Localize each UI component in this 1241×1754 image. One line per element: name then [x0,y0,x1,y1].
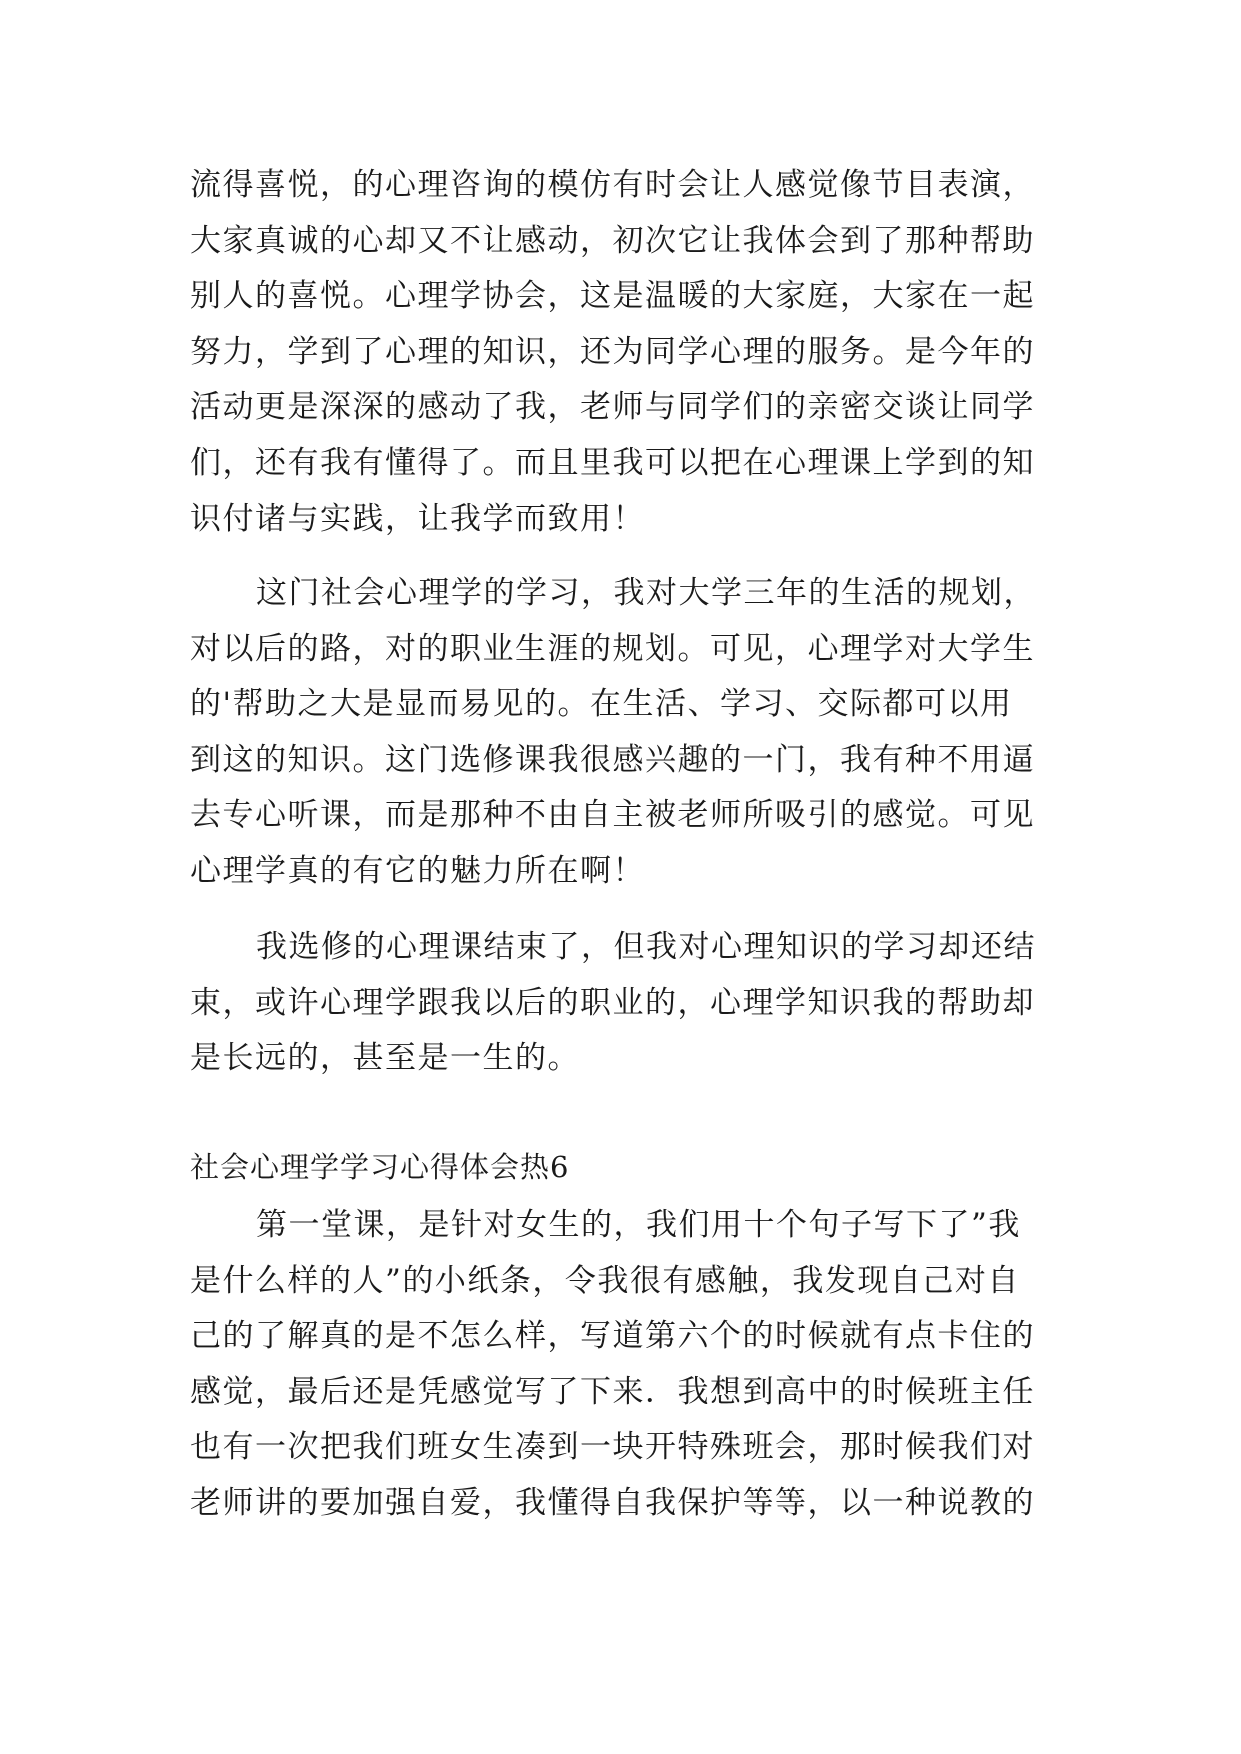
text-line: 这门社会心理学的学习，我对大学三年的生活的规划， [256,575,1036,611]
text-line: 也有一次把我们班女生凑到一块开特殊班会，那时候我们对 [190,1429,1035,1466]
text-line: 对以后的路，对的职业生涯的规划。可见，心理学对大学生 [190,630,1035,667]
text-line: 的'帮助之大是显而易见的。在生活、学习、交际都可以用 [190,686,1013,723]
text-line: 感觉，最后还是凭感觉写了下来．我想到高中的时候班主任 [190,1373,1035,1410]
text-line: 去专心听课，而是那种不由自主被老师所吸引的感觉。可见 [190,797,1035,834]
paragraph-4 [190,1198,1070,1532]
text-line: 识付诸与实践，让我学而致用！ [190,500,645,537]
text-line: 们，还有我有懂得了。而且里我可以把在心理课上学到的知 [190,444,1035,481]
text-line: 己的了解真的是不怎么样，写道第六个的时候就有点卡住的 [190,1318,1035,1355]
text-line: 到这的知识。这门选修课我很感兴趣的一门，我有种不用逼 [190,741,1035,778]
text-line: 束，或许心理学跟我以后的职业的，心理学知识我的帮助却 [190,984,1035,1021]
paragraph-3 [190,920,1070,1087]
text-line: 心理学真的有它的魅力所在啊！ [190,852,645,889]
section-heading: 社会心理学学习心得体会热6 [190,1150,570,1184]
text-line: 我选修的心理课结束了，但我对心理知识的学习却还结 [256,929,1036,965]
text-line: 是什么样的人”的小纸条，令我很有感触，我发现自己对自 [190,1262,1020,1299]
text-line: 别人的喜悦。心理学协会，这是温暖的大家庭，大家在一起 [190,278,1035,315]
text-line: 老师讲的要加强自爱，我懂得自我保护等等，以一种说教的 [190,1484,1035,1521]
text-line: 是长远的，甚至是一生的。 [190,1040,580,1077]
paragraph-2 [190,566,1070,900]
text-line: 努力，学到了心理的知识，还为同学心理的服务。是今年的 [190,333,1035,370]
paragraph-1 [190,158,1070,547]
text-line: 大家真诚的心却又不让感动，初次它让我体会到了那种帮助 [190,222,1035,259]
text-line: 流得喜悦，的心理咨询的模仿有时会让人感觉像节目表演， [190,167,1035,203]
text-line: 第一堂课，是针对女生的，我们用十个句子写下了”我 [256,1207,1021,1243]
text-line: 活动更是深深的感动了我，老师与同学们的亲密交谈让同学 [190,389,1035,426]
